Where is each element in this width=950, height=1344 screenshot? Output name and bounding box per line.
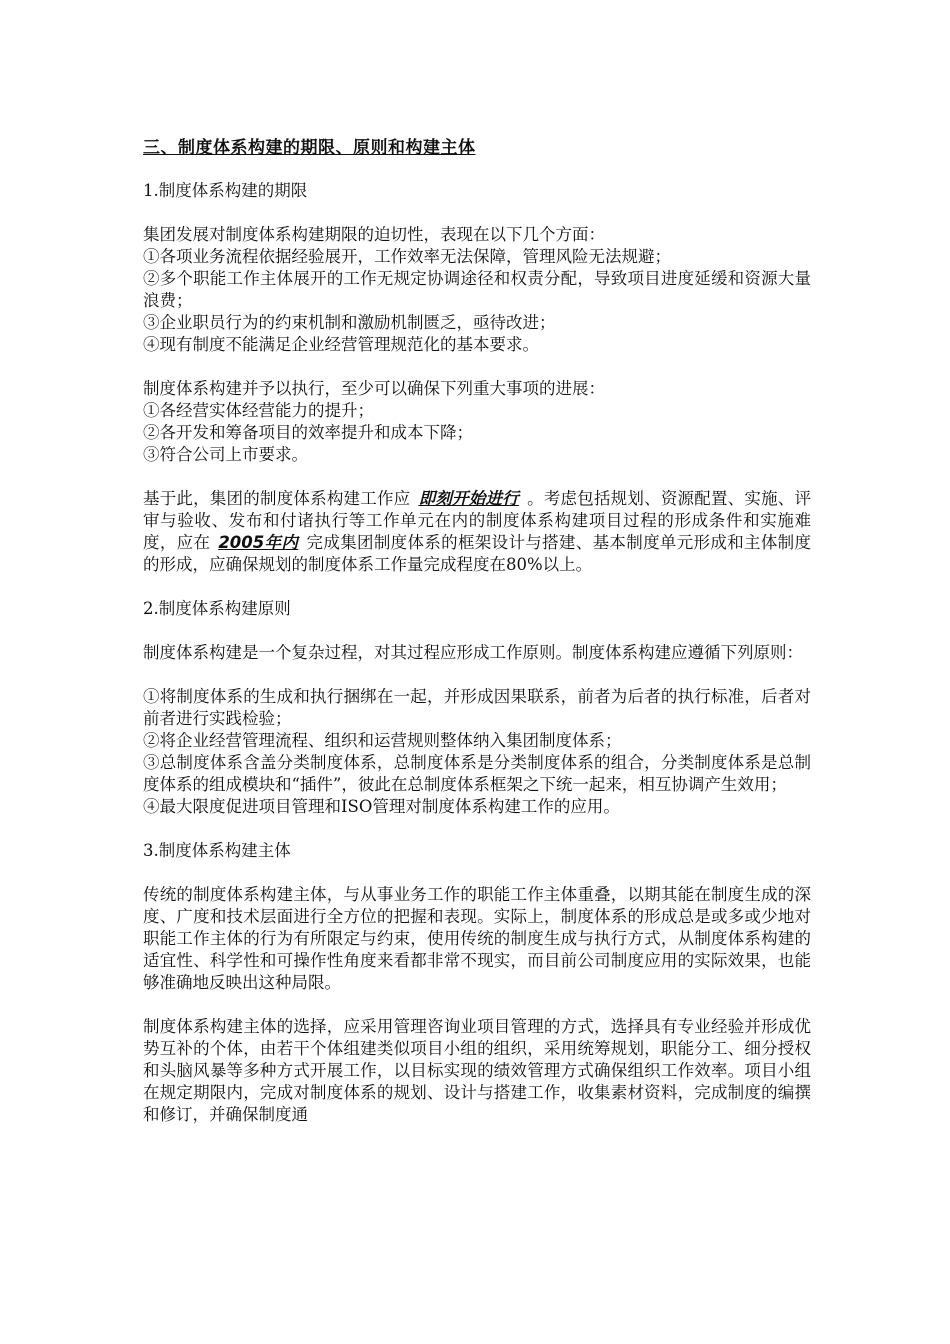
section-1-intro-2: 制度体系构建并予以执行，至少可以确保下列重大事项的进展： — [143, 379, 605, 398]
section-2-intro: 制度体系构建是一个复杂过程，对其过程应形成工作原则。制度体系构建应遵循下列原则： — [143, 643, 803, 662]
list-item: ①各项业务流程依据经验展开，工作效率无法保障，管理风险无法规避； — [143, 247, 671, 266]
list-item: ④最大限度促进项目管理和ISO管理对制度体系构建工作的应用。 — [143, 797, 620, 816]
list-item: ③总制度体系含盖分类制度体系，总制度体系是分类制度体系的组合，分类制度体系是总制度体系的组成模块和“插件”，彼此在总制度体系框架之下统一起来，相互协调产生效用； — [143, 753, 811, 794]
list-item: ②多个职能工作主体展开的工作无规定协调途径和权责分配，导致项目进度延缓和资源大量浪费； — [143, 269, 811, 310]
list-item: ③企业职员行为的约束机制和激励机制匮乏，亟待改进； — [143, 313, 556, 332]
list-item: ②各开发和筹备项目的效率提升和成本下降； — [143, 423, 473, 442]
document-page — [143, 137, 811, 1126]
emphasis-year: 2005年内 — [218, 533, 299, 552]
section-2-heading: 2.制度体系构建原则 — [143, 599, 291, 618]
list-item: ③符合公司上市要求。 — [143, 445, 308, 464]
list-item: ②将企业经营管理流程、组织和运营规则整体纳入集团制度体系； — [143, 731, 622, 750]
deadline-text-c: 完成集团制度体系的框架设计与搭建、基本制度单元形成和主体制度的形成，应确保规划的制度体系工作量完成程度在80%以上。 — [143, 533, 811, 574]
list-item: ④现有制度不能满足企业经营管理规范化的基本要求。 — [143, 335, 539, 354]
section-3-paragraph-1: 传统的制度体系构建主体，与从事业务工作的职能工作主体重叠，以期其能在制度生成的深度、广度和技术层面进行全方位的把握和表现。实际上，制度体系的形成总是或多或少地对职能工作主体的行为有所限定与约束，使用传统的制度生成与执行方式，从制度体系构建的适宜性、科学性和可操作性角度来看都非常不现实，而目前公司制度应用的实际效果，也能够准确地反映出这种局限。 — [143, 885, 811, 992]
section-1-intro: 集团发展对制度体系构建期限的迫切性，表现在以下几个方面： — [143, 225, 605, 244]
page-title: 三、制度体系构建的期限、原则和构建主体 — [143, 138, 476, 158]
deadline-paragraph — [143, 488, 811, 576]
emphasis-immediate: 即刻开始进行 — [418, 489, 519, 508]
deadline-text-b: 。考虑包括规划、资源配置、实施、评审与验收、发布和付诸执行等工作单元在内的制度体系构建项目过程的形成条件和实施难度，应在 — [143, 489, 812, 552]
deadline-text-a: 基于此，集团的制度体系构建工作应 — [143, 489, 411, 508]
section-3-paragraph-2: 制度体系构建主体的选择，应采用管理咨询业项目管理的方式，选择具有专业经验并形成优势互补的个体，由若干个体组建类似项目小组的组织，采用统筹规划，职能分工、细分授权和头脑风暴等多种方式开展工作，以目标实现的绩效管理方式确保组织工作效率。项目小组在规定期限内，完成对制度体系的规划、设计与搭建工作，收集素材资料，完成制度的编撰和修订，并确保制度通 — [143, 1017, 811, 1124]
section-1-heading: 1.制度体系构建的期限 — [143, 181, 308, 200]
list-item: ①将制度体系的生成和执行捆绑在一起，并形成因果联系，前者为后者的执行标准，后者对前者进行实践检验； — [143, 687, 811, 728]
list-item: ①各经营实体经营能力的提升； — [143, 401, 374, 420]
section-3-heading: 3.制度体系构建主体 — [143, 841, 291, 860]
